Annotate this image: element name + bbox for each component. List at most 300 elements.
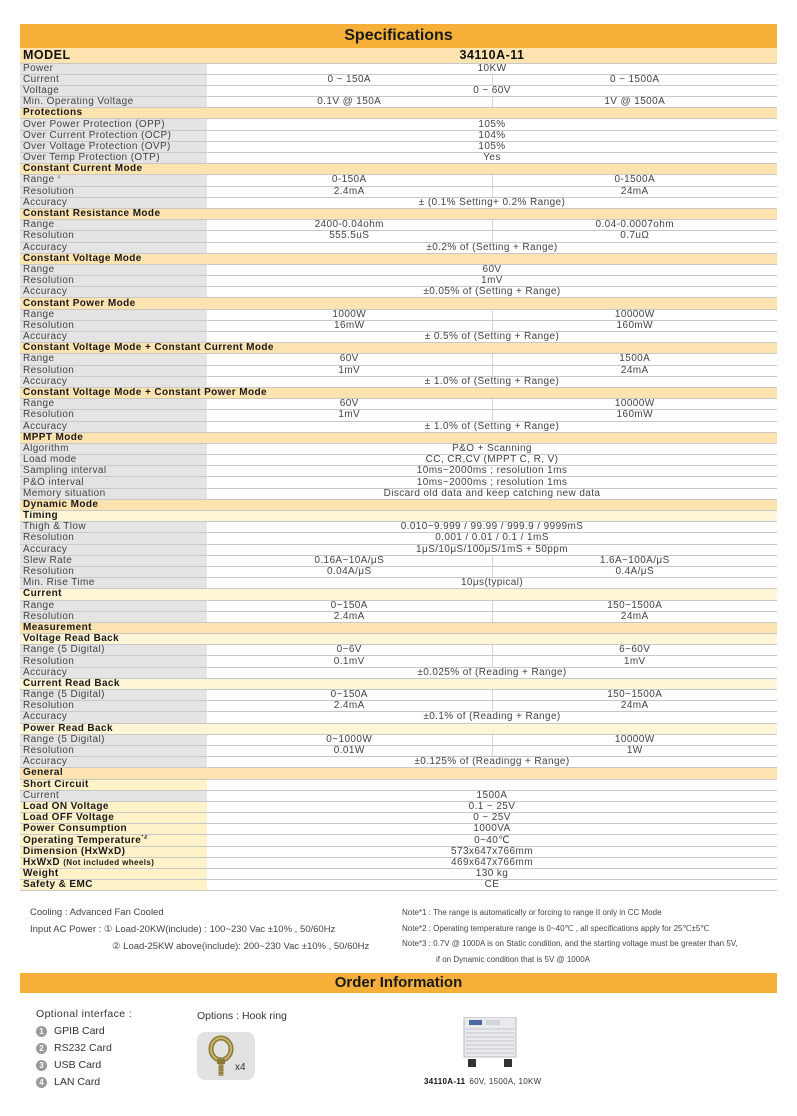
hook-quantity: x4 xyxy=(235,1062,246,1073)
spec-value-high xyxy=(492,734,777,745)
footnote-marker: *1 xyxy=(54,174,61,181)
spec-row xyxy=(20,309,777,320)
spec-label-text: Load mode xyxy=(23,454,77,466)
specifications-title: Specifications xyxy=(20,24,777,48)
spec-value-low xyxy=(207,690,492,701)
spec-value-high-text: 1.6A~100A/μS xyxy=(599,555,670,566)
spec-value-low-text: 0~150A xyxy=(330,600,368,611)
spec-label xyxy=(20,175,207,186)
spec-row xyxy=(20,365,777,376)
spec-row xyxy=(20,544,777,555)
spec-value-high xyxy=(492,399,777,410)
spec-value xyxy=(207,287,777,298)
spec-value xyxy=(207,455,777,466)
spec-label xyxy=(20,824,207,835)
interface-label: LAN Card xyxy=(54,1076,101,1088)
section-header-row xyxy=(20,298,777,309)
spec-value-low xyxy=(207,566,492,577)
spec-value-text: 60V xyxy=(482,264,502,275)
section-header-row xyxy=(20,432,777,443)
spec-row xyxy=(20,745,777,756)
section-title-text: Constant Resistance Mode xyxy=(23,208,161,220)
section-header-row xyxy=(20,343,777,354)
spec-value xyxy=(207,712,777,723)
subsection-title xyxy=(20,589,777,600)
spec-row xyxy=(20,835,777,846)
subsection-title-text: Current Read Back xyxy=(23,678,120,689)
spec-row xyxy=(20,667,777,678)
spec-row xyxy=(20,354,777,365)
spec-label xyxy=(20,745,207,756)
footer-left xyxy=(30,904,369,955)
spec-label xyxy=(20,376,207,387)
spec-value-low-text: 1000W xyxy=(332,309,367,320)
spec-row xyxy=(20,399,777,410)
note-3: Note*3 : 0.7V @ 1000A is on Static condition, and the starting voltage must be greater than 5V, xyxy=(402,939,738,948)
spec-value xyxy=(207,824,777,835)
spec-label-text: Resolution xyxy=(23,655,75,667)
spec-value xyxy=(207,141,777,152)
spec-value-text: 10μs(typical) xyxy=(460,577,524,589)
spec-label-text: Accuracy xyxy=(23,421,68,432)
spec-value-low xyxy=(207,399,492,410)
spec-value xyxy=(207,779,777,790)
spec-row xyxy=(20,779,777,790)
spec-label-text: Safety & EMC xyxy=(23,879,93,891)
section-title xyxy=(20,164,777,175)
spec-value-low-text: 2.4mA xyxy=(333,700,365,712)
note-1: Note*1 : The range is automatically or forcing to range II only in CC Mode xyxy=(402,908,662,917)
spec-value xyxy=(207,488,777,499)
spec-row xyxy=(20,153,777,164)
spec-label-text: Resolution xyxy=(23,275,75,287)
section-title xyxy=(20,253,777,264)
spec-value-low-text: 0~150A xyxy=(330,689,368,701)
spec-value-high-text: 150~1500A xyxy=(607,689,663,701)
spec-row xyxy=(20,824,777,835)
spec-label-text: Over Temp Protection (OTP) xyxy=(23,152,160,164)
spec-label xyxy=(20,779,207,790)
spec-label-note: (Not included wheels) xyxy=(63,857,155,867)
spec-row xyxy=(20,63,777,74)
subsection-title-text: Voltage Read Back xyxy=(23,633,120,645)
spec-label xyxy=(20,801,207,812)
spec-row xyxy=(20,231,777,242)
spec-value-text: Yes xyxy=(483,152,501,164)
spec-label xyxy=(20,611,207,622)
spec-value-low-text: 1mV xyxy=(338,365,361,376)
spec-value-low xyxy=(207,354,492,365)
spec-label xyxy=(20,790,207,801)
spec-value-high xyxy=(492,320,777,331)
spec-label xyxy=(20,522,207,533)
spec-label-text: Range xyxy=(23,174,55,186)
spec-label xyxy=(20,141,207,152)
spec-label xyxy=(20,399,207,410)
section-header-row xyxy=(20,253,777,264)
spec-label-text: Resolution xyxy=(23,186,75,197)
spec-value-high-text: 1500A xyxy=(619,353,651,365)
spec-label-text: HxWxD xyxy=(23,857,61,868)
spec-row xyxy=(20,790,777,801)
spec-value xyxy=(207,197,777,208)
spec-value-low-text: 555.5uS xyxy=(329,230,370,242)
spec-value xyxy=(207,153,777,164)
interface-label: GPIB Card xyxy=(54,1025,105,1037)
spec-label-text: Current xyxy=(23,74,60,85)
spec-label xyxy=(20,309,207,320)
spec-value-low xyxy=(207,365,492,376)
spec-label-text: Range xyxy=(23,398,55,410)
spec-label-text: Sampling interval xyxy=(23,465,107,477)
spec-value-text: ± 1.0% of (Setting + Range) xyxy=(424,376,560,387)
spec-label-text: Over Current Protection (OCP) xyxy=(23,130,172,141)
spec-row xyxy=(20,477,777,488)
spec-value-low xyxy=(207,745,492,756)
spec-value-low-text: 0.1V @ 150A xyxy=(317,96,382,108)
spec-label xyxy=(20,231,207,242)
spec-value-text: 573x647x766mm xyxy=(451,846,533,857)
spec-label-text: Load OFF Voltage xyxy=(23,812,115,824)
spec-value xyxy=(207,522,777,533)
spec-label-text: Accuracy xyxy=(23,242,68,253)
spec-label-text: Range (5 Digital) xyxy=(23,689,105,701)
spec-value-low xyxy=(207,611,492,622)
options-label: Options : Hook ring xyxy=(197,1010,287,1022)
spec-value-high-text: 24mA xyxy=(620,365,649,376)
spec-value-high xyxy=(492,175,777,186)
spec-value-low-text: 60V xyxy=(339,398,359,410)
spec-row xyxy=(20,443,777,454)
spec-value xyxy=(207,578,777,589)
spec-value-high xyxy=(492,354,777,365)
section-title-text: Constant Current Mode xyxy=(23,163,143,175)
spec-value xyxy=(207,130,777,141)
spec-label xyxy=(20,410,207,421)
section-title xyxy=(20,432,777,443)
spec-label xyxy=(20,130,207,141)
spec-value-low xyxy=(207,645,492,656)
spec-value xyxy=(207,477,777,488)
spec-value-text: ±0.1% of (Reading + Range) xyxy=(423,711,561,723)
spec-row xyxy=(20,410,777,421)
spec-value-low-text: 60V xyxy=(339,353,359,365)
spec-value xyxy=(207,63,777,74)
spec-label xyxy=(20,690,207,701)
spec-value xyxy=(207,790,777,801)
spec-value-low xyxy=(207,734,492,745)
spec-value-text: 1000VA xyxy=(473,823,511,835)
spec-row xyxy=(20,488,777,499)
spec-label-text: Resolution xyxy=(23,745,75,757)
subsection-header-row xyxy=(20,634,777,645)
spec-row xyxy=(20,130,777,141)
optional-interface-list xyxy=(36,1006,132,1091)
spec-label xyxy=(20,153,207,164)
section-title xyxy=(20,343,777,354)
spec-label-text: Range (5 Digital) xyxy=(23,644,105,656)
spec-value-low-text: 0.04A/μS xyxy=(326,566,372,578)
spec-label xyxy=(20,119,207,130)
section-header-row xyxy=(20,387,777,398)
spec-value xyxy=(207,421,777,432)
spec-value-high xyxy=(492,745,777,756)
spec-value xyxy=(207,801,777,812)
spec-row xyxy=(20,264,777,275)
section-title-text: Protections xyxy=(23,107,83,119)
hook-ring-icon xyxy=(203,1034,243,1080)
spec-label xyxy=(20,701,207,712)
spec-value-low xyxy=(207,320,492,331)
product-description: 60V, 1500A, 10KW xyxy=(469,1077,542,1086)
spec-value-high xyxy=(492,611,777,622)
spec-row xyxy=(20,242,777,253)
spec-value-low-text: 0~6V xyxy=(336,644,362,656)
spec-value-low xyxy=(207,220,492,231)
spec-label xyxy=(20,488,207,499)
spec-row xyxy=(20,276,777,287)
spec-value-text: ±0.125% of (Readingg + Range) xyxy=(414,756,570,768)
interface-label: USB Card xyxy=(54,1059,102,1071)
spec-label xyxy=(20,600,207,611)
spec-label xyxy=(20,242,207,253)
subsection-title-text: Current xyxy=(23,588,62,600)
spec-value-high-text: 6~60V xyxy=(619,644,651,656)
spec-value-high-text: 0 ~ 1500A xyxy=(610,74,660,85)
spec-label-text: Current xyxy=(23,790,60,801)
spec-label xyxy=(20,555,207,566)
spec-value-high-text: 10000W xyxy=(614,734,655,745)
subsection-header-row xyxy=(20,723,777,734)
spec-value-high-text: 10000W xyxy=(614,309,655,320)
spec-label-text: Power xyxy=(23,63,54,74)
number-badge-icon: 2 xyxy=(36,1043,47,1054)
spec-label xyxy=(20,544,207,555)
spec-value xyxy=(207,757,777,768)
spec-value-high xyxy=(492,186,777,197)
spec-value-high-text: 10000W xyxy=(614,398,655,410)
interface-item xyxy=(36,1023,132,1040)
spec-value-low-text: 0 ~ 150A xyxy=(327,74,371,85)
spec-value-high-text: 150~1500A xyxy=(607,600,663,611)
spec-row xyxy=(20,869,777,880)
spec-value-text: 1μS/10μS/100μS/1mS + 50ppm xyxy=(416,544,568,555)
spec-label-text: Range xyxy=(23,309,55,320)
subsection-title xyxy=(20,634,777,645)
spec-value xyxy=(207,846,777,857)
spec-value-high-text: 1mV xyxy=(623,655,646,667)
spec-value-high-text: 160mW xyxy=(616,409,653,421)
spec-row xyxy=(20,332,777,343)
subsection-title xyxy=(20,511,777,522)
number-badge-icon: 1 xyxy=(36,1026,47,1037)
spec-row xyxy=(20,376,777,387)
spec-value xyxy=(207,276,777,287)
footnote-marker: *2 xyxy=(141,834,148,841)
spec-value-high xyxy=(492,555,777,566)
spec-row xyxy=(20,175,777,186)
spec-label-text: Resolution xyxy=(23,611,75,622)
spec-row xyxy=(20,880,777,891)
spec-value xyxy=(207,443,777,454)
electronic-load-icon xyxy=(462,1017,518,1069)
spec-value-low xyxy=(207,74,492,85)
spec-value-low-text: 0.1mV xyxy=(333,655,365,667)
section-header-row xyxy=(20,164,777,175)
spec-value-low-text: 0.16A~10A/μS xyxy=(314,555,385,566)
spec-row xyxy=(20,857,777,868)
spec-value-low-text: 2.4mA xyxy=(333,611,365,622)
spec-label-text: Accuracy xyxy=(23,756,68,768)
section-title-text: MPPT Mode xyxy=(23,432,84,443)
spec-label-text: Algorithm xyxy=(23,443,69,454)
spec-row xyxy=(20,119,777,130)
spec-value-high-text: 24mA xyxy=(620,700,649,712)
number-badge-icon: 4 xyxy=(36,1077,47,1088)
spec-row xyxy=(20,734,777,745)
spec-value-text: CE xyxy=(484,879,500,891)
spec-label-text: Resolution xyxy=(23,365,75,376)
spec-label xyxy=(20,869,207,880)
spec-label-text: Resolution xyxy=(23,532,75,544)
section-title-text: Constant Power Mode xyxy=(23,297,136,309)
spec-value-high xyxy=(492,74,777,85)
input-ac-line-1: Input AC Power : ① Load-20KW(include) : 100~230 Vac ±10% , 50/60Hz xyxy=(30,924,336,935)
spec-value-text: Discard old data and keep catching new data xyxy=(383,488,601,499)
spec-label xyxy=(20,835,207,846)
spec-label-text: Dimension (HxWxD) xyxy=(23,846,126,857)
spec-label xyxy=(20,97,207,108)
spec-label xyxy=(20,466,207,477)
spec-value-low-text: 0~1000W xyxy=(326,734,373,745)
order-information-title: Order Information xyxy=(20,973,777,993)
spec-row xyxy=(20,656,777,667)
spec-value xyxy=(207,544,777,555)
spec-value-text: 105% xyxy=(478,141,506,152)
spec-row xyxy=(20,701,777,712)
hook-ring-image xyxy=(197,1032,255,1080)
spec-value-high xyxy=(492,220,777,231)
spec-value-text: ±0.05% of (Setting + Range) xyxy=(423,286,561,298)
section-title-text: General xyxy=(23,767,64,779)
spec-value-text: 0~40℃ xyxy=(474,834,510,846)
subsection-header-row xyxy=(20,511,777,522)
spec-label xyxy=(20,287,207,298)
spec-value-high xyxy=(492,656,777,667)
spec-label xyxy=(20,220,207,231)
spec-value-text: ±0.025% of (Reading + Range) xyxy=(417,667,567,678)
spec-value-low xyxy=(207,97,492,108)
model-row xyxy=(20,48,777,63)
section-title-text: Measurement xyxy=(23,622,92,633)
spec-row xyxy=(20,97,777,108)
spec-label-text: Accuracy xyxy=(23,544,68,555)
spec-label-text: Range xyxy=(23,353,55,365)
spec-value-text: 0 ~ 25V xyxy=(473,812,511,824)
subsection-title xyxy=(20,678,777,689)
spec-value-high-text: 1W xyxy=(626,745,643,757)
spec-value-low-text: 16mW xyxy=(334,320,365,331)
spec-label xyxy=(20,421,207,432)
spec-value xyxy=(207,835,777,846)
product-caption xyxy=(424,1077,542,1086)
spec-value-high xyxy=(492,701,777,712)
section-title xyxy=(20,387,777,398)
spec-label-text: Accuracy xyxy=(23,376,68,387)
spec-value-text: 0.010~9.999 / 99.99 / 999.9 / 9999mS xyxy=(400,521,584,533)
spec-value-low xyxy=(207,186,492,197)
spec-value-text: ± (0.1% Setting+ 0.2% Range) xyxy=(418,197,566,208)
section-title xyxy=(20,108,777,119)
spec-row xyxy=(20,611,777,622)
spec-value-text: ±0.2% of (Setting + Range) xyxy=(426,242,558,253)
spec-label-text: P&O interval xyxy=(23,476,84,488)
model-label: MODEL xyxy=(20,48,207,63)
subsection-title-text: Timing xyxy=(23,510,58,522)
spec-label xyxy=(20,645,207,656)
section-title xyxy=(20,499,777,510)
spec-value-high xyxy=(492,365,777,376)
spec-label xyxy=(20,880,207,891)
spec-label xyxy=(20,857,207,868)
spec-label xyxy=(20,354,207,365)
footer-notes xyxy=(402,905,738,967)
spec-value xyxy=(207,242,777,253)
spec-label xyxy=(20,276,207,287)
spec-label-text: Slew Rate xyxy=(23,555,73,566)
spec-value-high xyxy=(492,645,777,656)
spec-label xyxy=(20,712,207,723)
interface-item xyxy=(36,1040,132,1057)
spec-row xyxy=(20,287,777,298)
spec-label xyxy=(20,846,207,857)
spec-value-high xyxy=(492,566,777,577)
spec-value-text: P&O + Scanning xyxy=(452,443,532,454)
spec-value xyxy=(207,880,777,891)
cooling-text: Cooling : Advanced Fan Cooled xyxy=(30,907,164,918)
section-title-text: Constant Voltage Mode + Constant Current Mode xyxy=(23,342,274,354)
spec-label xyxy=(20,757,207,768)
spec-value-low xyxy=(207,600,492,611)
spec-table xyxy=(20,48,777,891)
spec-value xyxy=(207,332,777,343)
spec-row xyxy=(20,555,777,566)
spec-label xyxy=(20,455,207,466)
spec-label-text: Operating Temperature xyxy=(23,834,142,846)
section-title xyxy=(20,208,777,219)
spec-value xyxy=(207,813,777,824)
spec-value-low-text: 0.01W xyxy=(333,745,365,757)
spec-row xyxy=(20,600,777,611)
spec-value-high xyxy=(492,690,777,701)
spec-value-high-text: 0.7uΩ xyxy=(620,230,650,242)
spec-label-text: Resolution xyxy=(23,566,75,578)
spec-value-low xyxy=(207,656,492,667)
spec-label-text: Short Circuit xyxy=(23,779,89,790)
interface-label: RS232 Card xyxy=(54,1042,112,1054)
spec-row xyxy=(20,421,777,432)
spec-label-text: Range (5 Digital) xyxy=(23,734,105,745)
spec-label xyxy=(20,332,207,343)
spec-label-text: Resolution xyxy=(23,700,75,712)
spec-label-text: Voltage xyxy=(23,85,60,96)
spec-value-high-text: 0.4A/μS xyxy=(615,566,655,578)
spec-label xyxy=(20,813,207,824)
section-title-text: Dynamic Mode xyxy=(23,499,99,510)
section-title xyxy=(20,768,777,779)
spec-value-text: 0.1 ~ 25V xyxy=(468,801,516,812)
spec-label xyxy=(20,656,207,667)
